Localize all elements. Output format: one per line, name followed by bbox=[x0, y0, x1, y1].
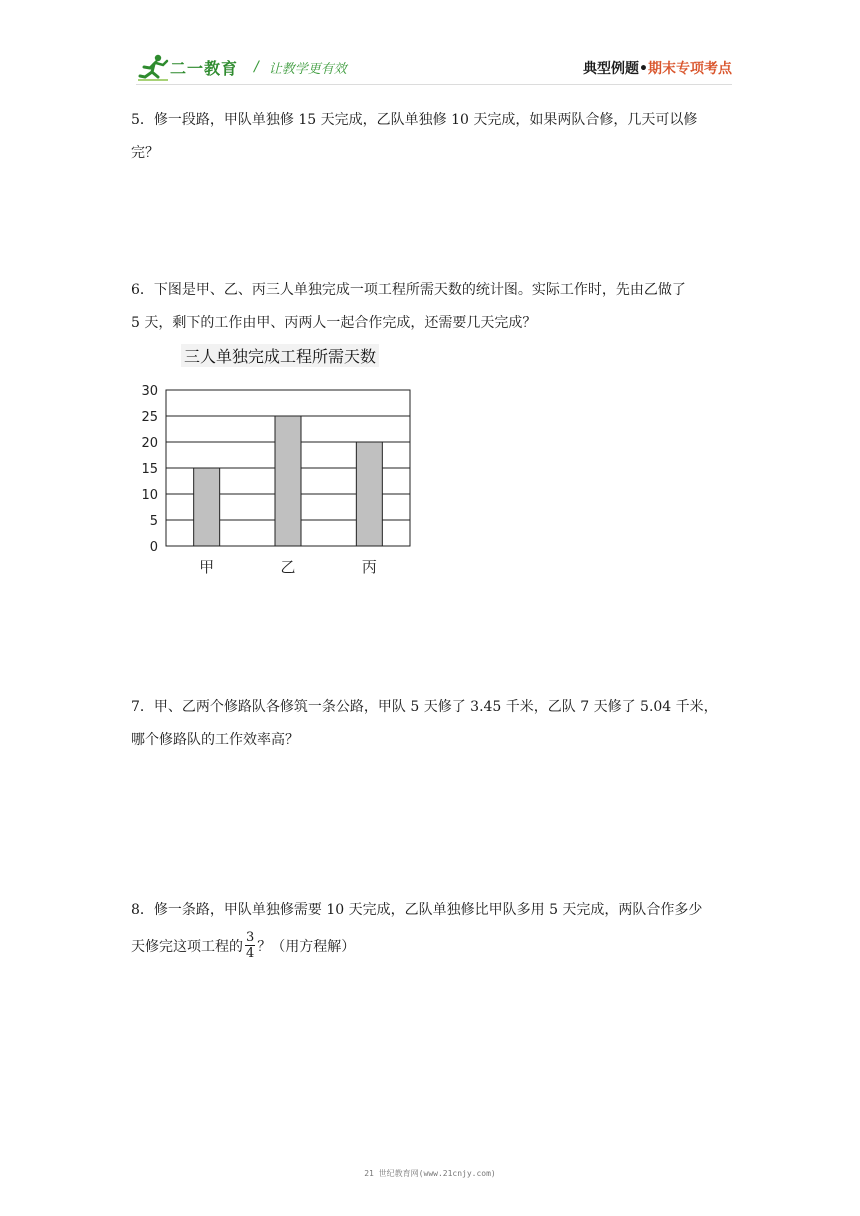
brand-divider: / bbox=[254, 59, 259, 75]
question-7 bbox=[131, 691, 735, 757]
section-label-topic: 期末专项考点 bbox=[648, 61, 732, 77]
question-7-line-1: 7．甲、乙两个修路队各修筑一条公路，甲队 5 天修了 3.45 千米，乙队 7 天修了 5.04 千米， bbox=[131, 699, 718, 715]
question-8-line-2 bbox=[131, 927, 735, 967]
brand-name: 二一教育 bbox=[170, 58, 239, 78]
chart-y-tick-label: 25 bbox=[141, 410, 158, 425]
section-label-type: 典型例题• bbox=[583, 61, 648, 77]
section-label bbox=[583, 58, 732, 78]
chart-y-tick-label: 30 bbox=[141, 384, 158, 399]
question-8-text-after: ？（用方程解） bbox=[257, 939, 356, 955]
bar-chart bbox=[136, 378, 426, 583]
question-7-line-2: 哪个修路队的工作效率高？ bbox=[131, 732, 299, 748]
brand-slogan: 让教学更有效 bbox=[268, 61, 347, 77]
question-6 bbox=[131, 274, 735, 340]
fraction-numerator: 3 bbox=[246, 929, 255, 945]
chart-title: 三人单独完成工程所需天数 bbox=[181, 344, 379, 367]
question-5-line-1: 5．修一段路，甲队单独修 15 天完成，乙队单独修 10 天完成，如果两队合修，几天可以修 bbox=[131, 112, 698, 128]
fraction-three-quarters bbox=[245, 930, 255, 961]
page-footer: 21 世纪教育网(www.21cnjy.com) bbox=[364, 1169, 496, 1178]
chart-x-tick-label: 甲 bbox=[199, 558, 215, 576]
chart-y-tick-label: 10 bbox=[141, 488, 158, 503]
chart-y-tick-label: 0 bbox=[149, 540, 158, 555]
chart-y-tick-label: 5 bbox=[149, 514, 158, 529]
question-6-line-1: 6．下图是甲、乙、丙三人单独完成一项工程所需天数的统计图。实际工作时，先由乙做了 bbox=[131, 282, 686, 298]
question-5-line-2: 完？ bbox=[131, 145, 159, 161]
chart-bars bbox=[194, 416, 383, 546]
chart-x-tick-label: 乙 bbox=[280, 558, 296, 576]
question-8-line-1: 8．修一条路，甲队单独修需要 10 天完成，乙队单独修比甲队多用 5 天完成，两队合作多少 bbox=[131, 902, 703, 918]
header-divider bbox=[136, 84, 732, 85]
question-8 bbox=[131, 894, 735, 967]
question-6-line-2: 5 天，剩下的工作由甲、丙两人一起合作完成，还需要几天完成？ bbox=[131, 315, 537, 331]
question-8-text-before: 天修完这项工程的 bbox=[131, 939, 243, 955]
chart-x-tick-label: 丙 bbox=[361, 558, 377, 576]
chart-bar-2 bbox=[275, 416, 301, 546]
chart-bar-3 bbox=[356, 442, 382, 546]
question-5 bbox=[131, 104, 735, 170]
brand-logo bbox=[136, 52, 347, 82]
chart-y-tick-label: 15 bbox=[141, 462, 158, 477]
chart-y-axis-ticks bbox=[141, 384, 158, 555]
chart-y-tick-label: 20 bbox=[141, 436, 158, 451]
chart-bar-1 bbox=[194, 468, 220, 546]
running-man-icon bbox=[136, 53, 170, 81]
fraction-denominator: 4 bbox=[246, 945, 255, 961]
page-header bbox=[136, 50, 732, 84]
chart-x-axis-ticks bbox=[199, 558, 377, 576]
